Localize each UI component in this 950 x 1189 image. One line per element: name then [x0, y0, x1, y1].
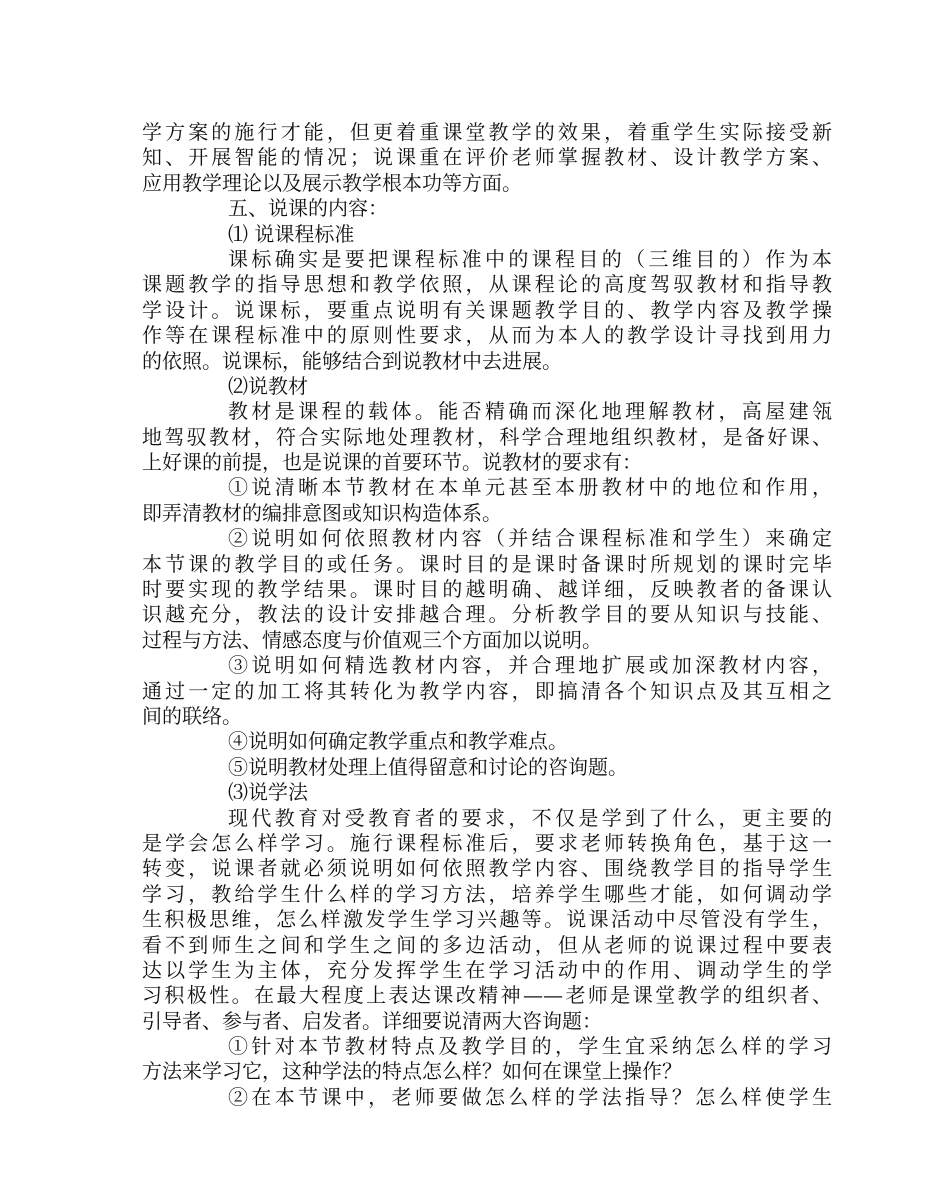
text-line: 过程与方法、情感态度与价值观三个方面加以说明。	[142, 627, 602, 652]
text-line: ⑵说教材	[228, 373, 308, 398]
text-line: 学方案的施行才能，但更着重课堂教学的效果，着重学生实际接受新	[142, 120, 832, 144]
text-line: 上好课的前提，也是说课的首要环节。说教材的要求有：	[142, 450, 642, 475]
text-line: ③说明如何精选教材内容，并合理地扩展或加深教材内容，	[228, 653, 832, 678]
text-line: 方法来学习它，这种学法的特点怎么样？如何在课堂上操作？	[142, 1059, 682, 1084]
text-line: 学设计。说课标，要重点说明有关课题教学目的、教学内容及教学操	[142, 297, 832, 322]
text-line: ④说明如何确定教学重点和教学难点。	[228, 729, 568, 754]
text-line: 五、说课的内容：	[228, 196, 388, 221]
text-line: 本节课的教学目的或任务。课时目的是课时备课时所规划的课时完毕	[142, 551, 832, 576]
text-line: 学习，教给学生什么样的学习方法，培养学生哪些才能，如何调动学	[142, 881, 832, 906]
text-line: 现代教育对受教育者的要求，不仅是学到了什么，更主要的	[228, 805, 832, 830]
text-line: 间的联络。	[142, 703, 242, 728]
text-line: 看不到师生之间和学生之间的多边活动，但从老师的说课过程中要表	[142, 932, 832, 957]
document-body	[142, 120, 832, 1110]
text-line: ⑶说学法	[228, 780, 308, 805]
text-line: ⑴ 说课程标准	[228, 221, 355, 246]
text-line: 课标确实是要把课程标准中的课程目的（三维目的）作为本	[228, 246, 832, 271]
text-line: 通过一定的加工将其转化为教学内容，即搞清各个知识点及其互相之	[142, 678, 832, 703]
text-line: 引导者、参与者、启发者。详细要说清两大咨询题：	[142, 1008, 602, 1033]
text-line: 地驾驭教材，符合实际地处理教材，科学合理地组织教材，是备好课、	[142, 424, 832, 449]
text-line: ①针对本节教材特点及教学目的，学生宜采纳怎么样的学习	[228, 1034, 832, 1059]
text-line: 即弄清教材的编排意图或知识构造体系。	[142, 500, 502, 525]
text-line: ⑤说明教材处理上值得留意和讨论的咨询题。	[228, 754, 628, 779]
text-line: 应用教学理论以及展示教学根本功等方面。	[142, 170, 522, 195]
text-line: 识越充分，教法的设计安排越合理。分析教学目的要从知识与技能、	[142, 602, 832, 627]
text-line: 的依照。说课标，能够结合到说教材中去进展。	[142, 348, 562, 373]
text-line: 达以学生为主体，充分发挥学生在学习活动中的作用、调动学生的学	[142, 957, 832, 982]
text-line: 知、开展智能的情况；说课重在评价老师掌握教材、设计教学方案、	[142, 145, 832, 170]
text-line: 时要实现的教学结果。课时目的越明确、越详细，反映教者的备课认	[142, 577, 832, 602]
text-line: ②说明如何依照教材内容（并结合课程标准和学生）来确定	[228, 526, 832, 551]
text-line: ①说清晰本节教材在本单元甚至本册教材中的地位和作用，	[228, 475, 832, 500]
text-line: 教材是课程的载体。能否精确而深化地理解教材，高屋建瓴	[228, 399, 832, 424]
text-line: 是学会怎么样学习。施行课程标准后，要求老师转换角色，基于这一	[142, 830, 832, 855]
text-line: 作等在课程标准中的原则性要求，从而为本人的教学设计寻找到用力	[142, 323, 832, 348]
text-line: 习积极性。在最大程度上表达课改精神——老师是课堂教学的组织者、	[142, 983, 832, 1008]
text-line: 课题教学的指导思想和教学依照，从课程论的高度驾驭教材和指导教	[142, 272, 832, 297]
text-line: ②在本节课中，老师要做怎么样的学法指导？怎么样使学生	[228, 1084, 832, 1109]
text-line: 生积极思维，怎么样激发学生学习兴趣等。说课活动中尽管没有学生，	[142, 907, 832, 932]
text-line: 转变，说课者就必须说明如何依照教学内容、围绕教学目的指导学生	[142, 856, 832, 881]
